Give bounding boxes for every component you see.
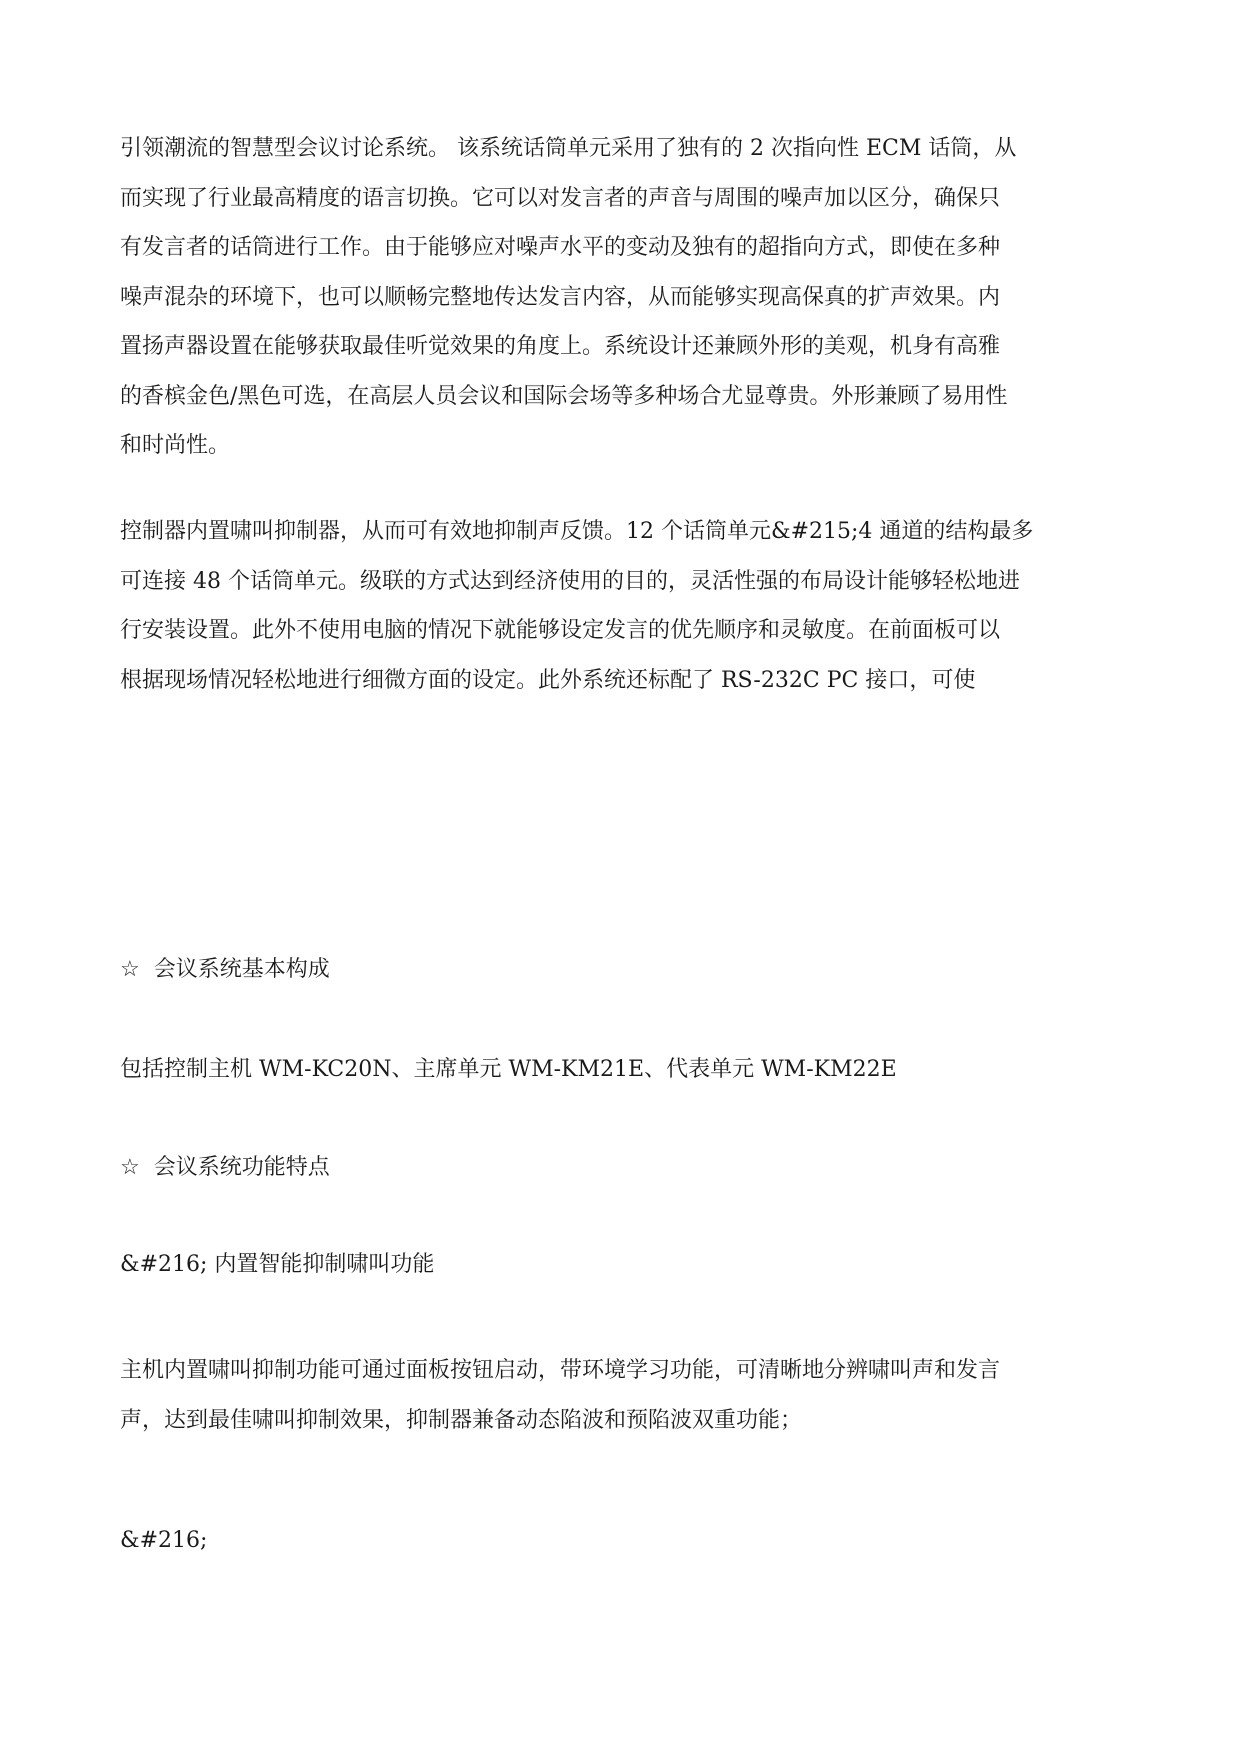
controller-paragraph bbox=[120, 507, 1120, 705]
paragraph-line: 根据现场情况轻松地进行细微方面的设定。此外系统还标配了 RS-232C PC 接口，可使 bbox=[120, 667, 976, 693]
feature-heading bbox=[120, 1250, 1120, 1280]
feature-title: 内置智能抑制啸叫功能 bbox=[214, 1252, 435, 1277]
components-line: 包括控制主机 WM-KC20N、主席单元 WM-KM21E、代表单元 WM-KM22E bbox=[120, 1057, 897, 1082]
paragraph-line: 主机内置啸叫抑制功能可通过面板按钮启动，带环境学习功能，可清晰地分辨啸叫声和发言 bbox=[120, 1358, 1001, 1383]
paragraph-line: 控制器内置啸叫抑制器，从而可有效地抑制声反馈。12 个话筒单元&#215;4 通道的结构最多 bbox=[120, 519, 1034, 544]
paragraph-line: 噪声混杂的环境下，也可以顺畅完整地传达发言内容，从而能够实现高保真的扩声效果。内 bbox=[120, 284, 1001, 310]
section-title: 会议系统功能特点 bbox=[153, 1155, 330, 1180]
star-icon: ☆ bbox=[120, 1155, 140, 1180]
section-heading-composition bbox=[120, 955, 1120, 985]
feature-paragraph bbox=[120, 1346, 1120, 1445]
paragraph-line: 而实现了行业最高精度的语言切换。它可以对发言者的声音与周围的噪声加以区分，确保只 bbox=[120, 185, 1001, 211]
paragraph-line: 的香槟金色/黑色可选，在高层人员会议和国际会场等多种场合尤显尊贵。外形兼顾了易用性 bbox=[120, 383, 1008, 409]
paragraph-line: 有发言者的话筒进行工作。由于能够应对噪声水平的变动及独有的超指向方式，即使在多种 bbox=[120, 235, 1001, 260]
intro-paragraph bbox=[120, 124, 1120, 471]
paragraph-line: 声，达到最佳啸叫抑制效果，抑制器兼备动态陷波和预陷波双重功能； bbox=[120, 1407, 803, 1433]
feature-marker: &#216; bbox=[120, 1252, 208, 1277]
paragraph-line: 可连接 48 个话筒单元。级联的方式达到经济使用的目的，灵活性强的布局设计能够轻松地进 bbox=[120, 568, 1020, 594]
paragraph-line: 和时尚性。 bbox=[120, 433, 231, 458]
paragraph-line: 行安装设置。此外不使用电脑的情况下就能够设定发言的优先顺序和灵敏度。在前面板可以 bbox=[120, 618, 1001, 643]
section-title: 会议系统基本构成 bbox=[153, 957, 330, 982]
star-icon: ☆ bbox=[120, 957, 140, 982]
paragraph-line: 置扬声器设置在能够获取最佳听觉效果的角度上。系统设计还兼顾外形的美观，机身有高雅 bbox=[120, 334, 1001, 359]
trailing-marker: &#216; bbox=[120, 1528, 208, 1553]
section-heading-features bbox=[120, 1153, 1120, 1183]
paragraph-line: 引领潮流的智慧型会议讨论系统。 该系统话筒单元采用了独有的 2 次指向性 ECM 话筒，从 bbox=[120, 136, 1017, 161]
